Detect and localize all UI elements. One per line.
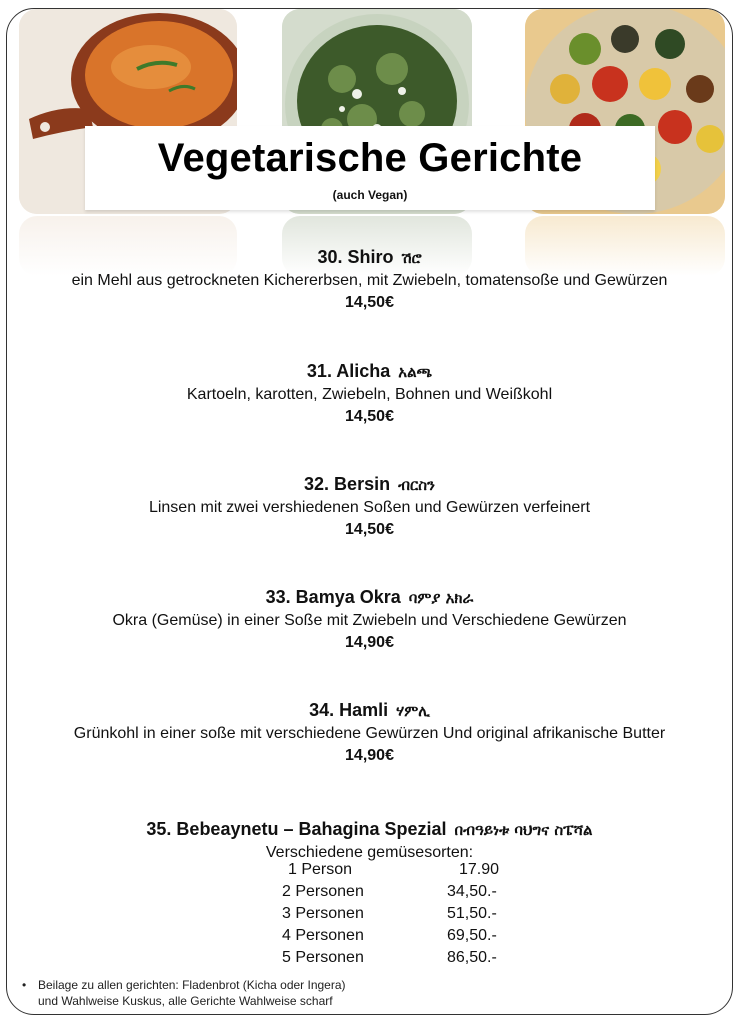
footnote [22,977,346,1009]
dish-name-amharic: አልጫ [398,363,433,381]
price-row [282,925,539,947]
price-row-persons: 5 Personen [282,949,364,966]
special-name-amharic: በብዓይነቱ ባህግና ስፔሻል [454,821,593,839]
price-row-value: 34,50.- [447,883,497,900]
price-row-value: 69,50.- [447,927,497,944]
price-row-persons: 2 Personen [282,883,364,900]
menu-page [6,8,733,1015]
menu-item [7,585,732,654]
price-row [282,947,539,969]
dish-name: 34. Hamli [309,700,389,720]
title-banner [85,126,655,210]
page-subtitle: (auch Vegan) [332,188,408,202]
dish-price: 14,50€ [345,408,394,425]
menu-item [7,698,732,767]
price-row [282,903,539,925]
footnote-line: und Wahlweise Kuskus, alle Gerichte Wahlweise scharf [38,994,333,1008]
price-row-value: 86,50.- [447,949,497,966]
dish-description: Kartoeln, karotten, Zwiebeln, Bohnen und Weißkohl [186,386,553,403]
dish-name-amharic: ሽሮ [401,249,422,267]
dish-name-amharic: ሃምሊ [396,702,430,720]
dish-description: Grünkohl in einer soße mit verschiedene Gewürzen Und original afrikanische Butter [73,725,666,742]
menu-item [7,245,732,314]
dish-price: 14,50€ [345,521,394,538]
dish-name: 30. Shiro [317,247,394,267]
dish-price: 14,90€ [345,747,394,764]
dish-name-amharic: ብርስን [398,476,435,494]
dish-name: 33. Bamya Okra [265,587,401,607]
dish-name-amharic: ባምያ አክራ [408,589,474,607]
price-row-persons: 4 Personen [282,927,364,944]
dish-description: ein Mehl aus getrockneten Kichererbsen, mit Zwiebeln, tomatensoße und Gewürzen [71,272,668,289]
bullet-icon: • [22,978,27,992]
dish-price: 14,90€ [345,634,394,651]
price-row [282,881,539,903]
price-row-value: 51,50.- [447,905,497,922]
footnote-line: Beilage zu allen gerichten: Fladenbrot (Kicha oder Ingera) [38,978,346,992]
price-row-persons: 1 Person [288,861,353,878]
dish-name: 31. Alicha [306,361,391,381]
price-row [282,859,539,881]
menu-item [7,472,732,541]
price-row-value: 17.90 [459,861,500,878]
page-title: Vegetarische Gerichte [157,136,583,180]
dish-price: 14,50€ [345,294,394,311]
special-menu-item [7,817,732,864]
dish-description: Linsen mit zwei vershiedenen Soßen und Gewürzen verfeinert [148,499,591,516]
special-price-table [282,859,539,969]
dish-name: 32. Bersin [304,474,391,494]
special-name: 35. Bebeaynetu – Bahagina Spezial [146,819,447,839]
dish-description: Okra (Gemüse) in einer Soße mit Zwiebeln und Verschiedene Gewürzen [112,612,627,629]
price-row-persons: 3 Personen [282,905,364,922]
special-subtitle: Verschiedene gemüsesorten: [265,844,474,861]
menu-item [7,359,732,428]
